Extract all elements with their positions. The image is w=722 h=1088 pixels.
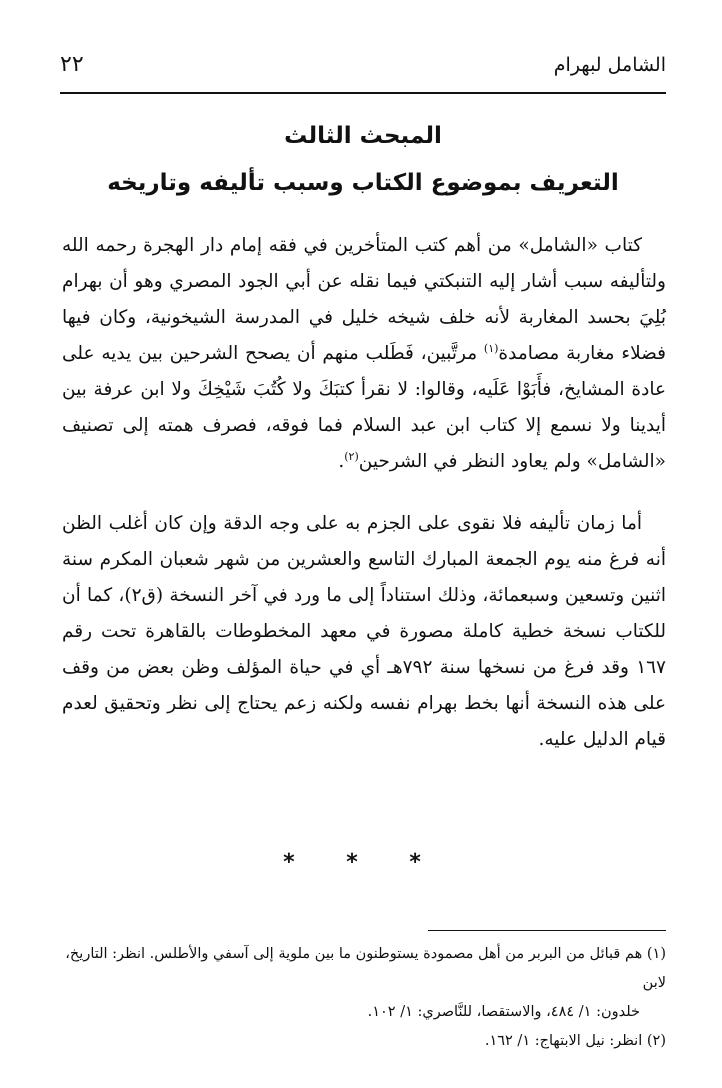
footnote-ref-1[interactable]: (١)	[483, 341, 499, 355]
section-subtitle: التعريف بموضوع الكتاب وسبب تأليفه وتاريخه	[107, 170, 619, 196]
paragraph-1	[62, 228, 666, 480]
footnote-2-marker: (٢)	[646, 1033, 666, 1049]
footnote-2-text: انظر: نيل الابتهاج: ١/ ١٦٢.	[484, 1033, 643, 1049]
paragraph-1-part-1: كتاب «الشامل» من أهم كتب المتأخرين في فقه إمام دار الهجرة رحمه الله ولتأليفه سبب أشار إليه التنبكتي فيما نقله عن أبي الجود المصري وهو أن بهرام بُلِيَ بحسد المغاربة لأنه خلف شيخه خليل في المدرسة الشيخونية، وكان فيها فضلاء مغاربة مصامدة	[62, 235, 666, 364]
page-number: ٢٢	[60, 52, 84, 77]
paragraph-1-part-3: .	[338, 451, 345, 472]
footnote-2	[62, 1027, 666, 1056]
section-heading: المبحث الثالث	[284, 123, 442, 149]
header-rule	[60, 92, 666, 94]
footnote-1-continuation: خلدون: ١/ ٤٨٤، والاستقصا، للنَّاصري: ١/ ١٠٢.	[367, 1004, 640, 1020]
paragraph-1-part-2: مرتَّبين، فَطَلب منهم أن يصحح الشرحين بين يديه على عادة المشايخ، فأَبَوْا عَلَيه، وقالوا: لا نقرأ كتبَكَ ولا كُتُبَ شَيْخِكَ ولا ابن عرفة بين أيدينا ولا نسمع إلا كتاب ابن عبد السلام فما فوقه، فصرف همته إلى تصنيف «الشامل» ولم يعاود النظر في الشرحين	[62, 343, 666, 472]
footnotes	[62, 940, 666, 1056]
paragraph-1-text	[62, 228, 666, 480]
footnote-ref-2[interactable]: (٢)	[344, 449, 359, 463]
footnote-rule	[428, 930, 666, 931]
paragraph-2-text: أما زمان تأليفه فلا نقوى على الجزم به على وجه الدقة وإن كان أغلب الظن أنه فرغ منه يوم الجمعة المبارك التاسع والعشرين من شهر شعبان المكرم سنة اثنين وتسعين وسبعمائة، وذلك استناداً إلى ما ورد في آخر النسخة (ق٢)، كما أن للكتاب نسخة خطية كاملة مصورة في معهد المخطوطات بالقاهرة تحت رقم ١٦٧ وقد فرغ من نسخها سنة ٧٩٢هـ أي في حياة المؤلف وظن بعض من وقف على هذه النسخة أنها بخط بهرام نفسه ولكنه زعم يحتاج إلى نظر وتحقيق لعدم قيام الدليل عليه.	[62, 513, 666, 750]
footnote-1-text: هم قبائل من البربر من أهل مصمودة يستوطنون ما بين ملوية إلى آسفي والأطلس. انظر: التاريخ، لابن	[65, 946, 666, 991]
footnote-1-marker: (١)	[646, 946, 666, 962]
section-separator: * * *	[283, 850, 443, 875]
running-header	[60, 50, 666, 90]
footnote-1	[62, 940, 666, 998]
running-title: الشامل لبهرام	[553, 54, 666, 76]
paragraph-2	[62, 506, 666, 758]
